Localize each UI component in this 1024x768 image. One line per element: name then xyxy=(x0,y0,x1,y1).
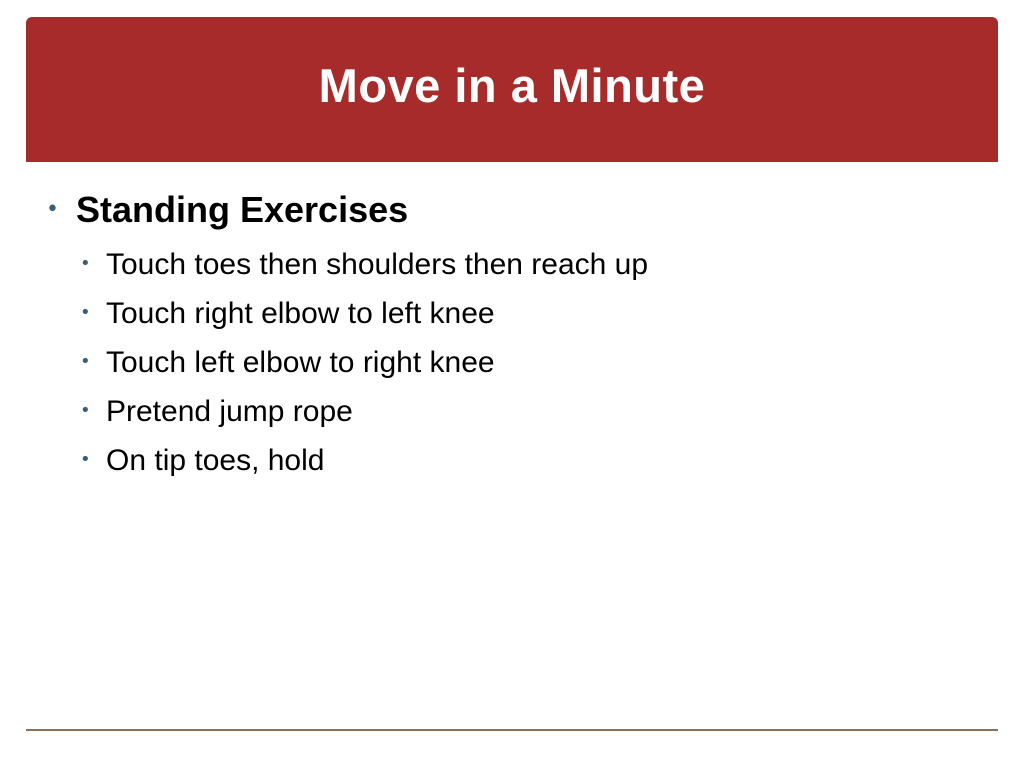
sub-bullet-text: Touch right elbow to left knee xyxy=(106,296,495,330)
sub-bullet-item xyxy=(80,240,986,289)
slide-title: Move in a Minute xyxy=(318,59,706,112)
bullet-icon: • xyxy=(80,302,91,323)
title-bar xyxy=(26,17,998,162)
bullet-item-standing-exercises xyxy=(46,186,986,234)
bullet-icon: • xyxy=(46,196,59,222)
sub-bullet-text: On tip toes, hold xyxy=(106,443,325,477)
sub-bullet-text: Touch left elbow to right knee xyxy=(106,345,495,379)
sub-bullet-text: Pretend jump rope xyxy=(106,394,353,428)
bullet-icon: • xyxy=(80,351,91,372)
sub-bullet-item xyxy=(80,387,986,436)
bullet-text: Standing Exercises xyxy=(76,189,409,230)
sub-bullet-item xyxy=(80,338,986,387)
sub-bullet-item xyxy=(80,289,986,338)
sub-bullet-text: Touch toes then shoulders then reach up xyxy=(106,247,649,281)
bullet-icon: • xyxy=(80,449,91,470)
footer-divider xyxy=(26,729,998,731)
slide-content xyxy=(46,186,986,485)
sub-bullet-list xyxy=(80,240,986,485)
sub-bullet-item xyxy=(80,436,986,485)
bullet-icon: • xyxy=(80,253,91,274)
bullet-icon: • xyxy=(80,400,91,421)
